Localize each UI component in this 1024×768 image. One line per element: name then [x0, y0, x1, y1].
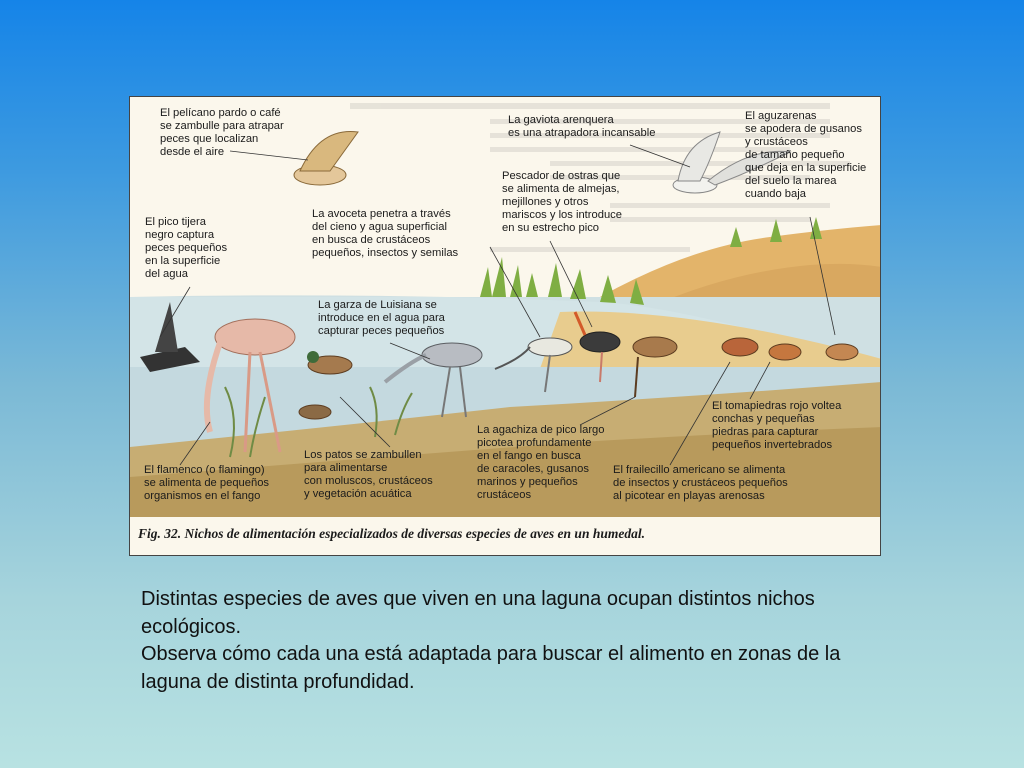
- pelican-bird: [294, 131, 358, 185]
- label-pelican: El pelícano pardo o café se zambulle para atrapar peces que localizan desde el aire: [160, 107, 284, 158]
- label-dowitcher: La agachiza de pico largo picotea profundamente en el fango en busca de caracoles, gusanos marinos y pequeños crustáceos: [477, 424, 605, 501]
- label-sanderling: El aguzarenas se apodera de gusanos y crustáceos de tamaño pequeño que deja en la superficie del suelo la marea cuando baja: [745, 110, 867, 200]
- body-paragraph-1: Distintas especies de aves que viven en una laguna ocupan distintos nichos ecológicos.: [141, 588, 815, 638]
- label-turnstone: El tomapiedras rojo voltea conchas y pequeñas piedras para capturar pequeños invertebrados: [712, 400, 842, 451]
- figure-caption: Fig. 32. Nichos de alimentación especializados de diversas especies de aves en un humedal.: [138, 526, 645, 541]
- label-gull: La gaviota arenquera es una atrapadora incansable: [508, 114, 656, 139]
- label-avocet: La avoceta penetra a través del cieno y agua superficial en busca de crustáceos pequeños, insectos y semilas: [312, 208, 459, 259]
- label-flamingo: El flamenco (o flamingo) se alimenta de pequeños organismos en el fango: [144, 464, 270, 502]
- label-oystercatcher: Pescador de ostras que se alimenta de almejas, mejillones y otros mariscos y los introduce en su estrecho pico: [502, 170, 622, 234]
- body-paragraph-2: Observa cómo cada una está adaptada para buscar el alimento en zonas de la laguna de distinta profundidad.: [141, 643, 841, 693]
- label-skimmer: El pico tijera negro captura peces pequeños en la superficie del agua: [145, 216, 228, 280]
- sanderling-bird: [826, 344, 858, 360]
- wetland-figure: [129, 96, 881, 556]
- label-heron: La garza de Luisiana se introduce en el agua para capturar peces pequeños: [318, 299, 445, 337]
- label-ducks: Los patos se zambullen para alimentarse con moluscos, crustáceos y vegetación acuática: [304, 449, 433, 500]
- label-plover: El frailecillo americano se alimenta de insectos y crustáceos pequeños al picotear en playas arenosas: [613, 464, 788, 502]
- slide-body-text: [141, 586, 861, 696]
